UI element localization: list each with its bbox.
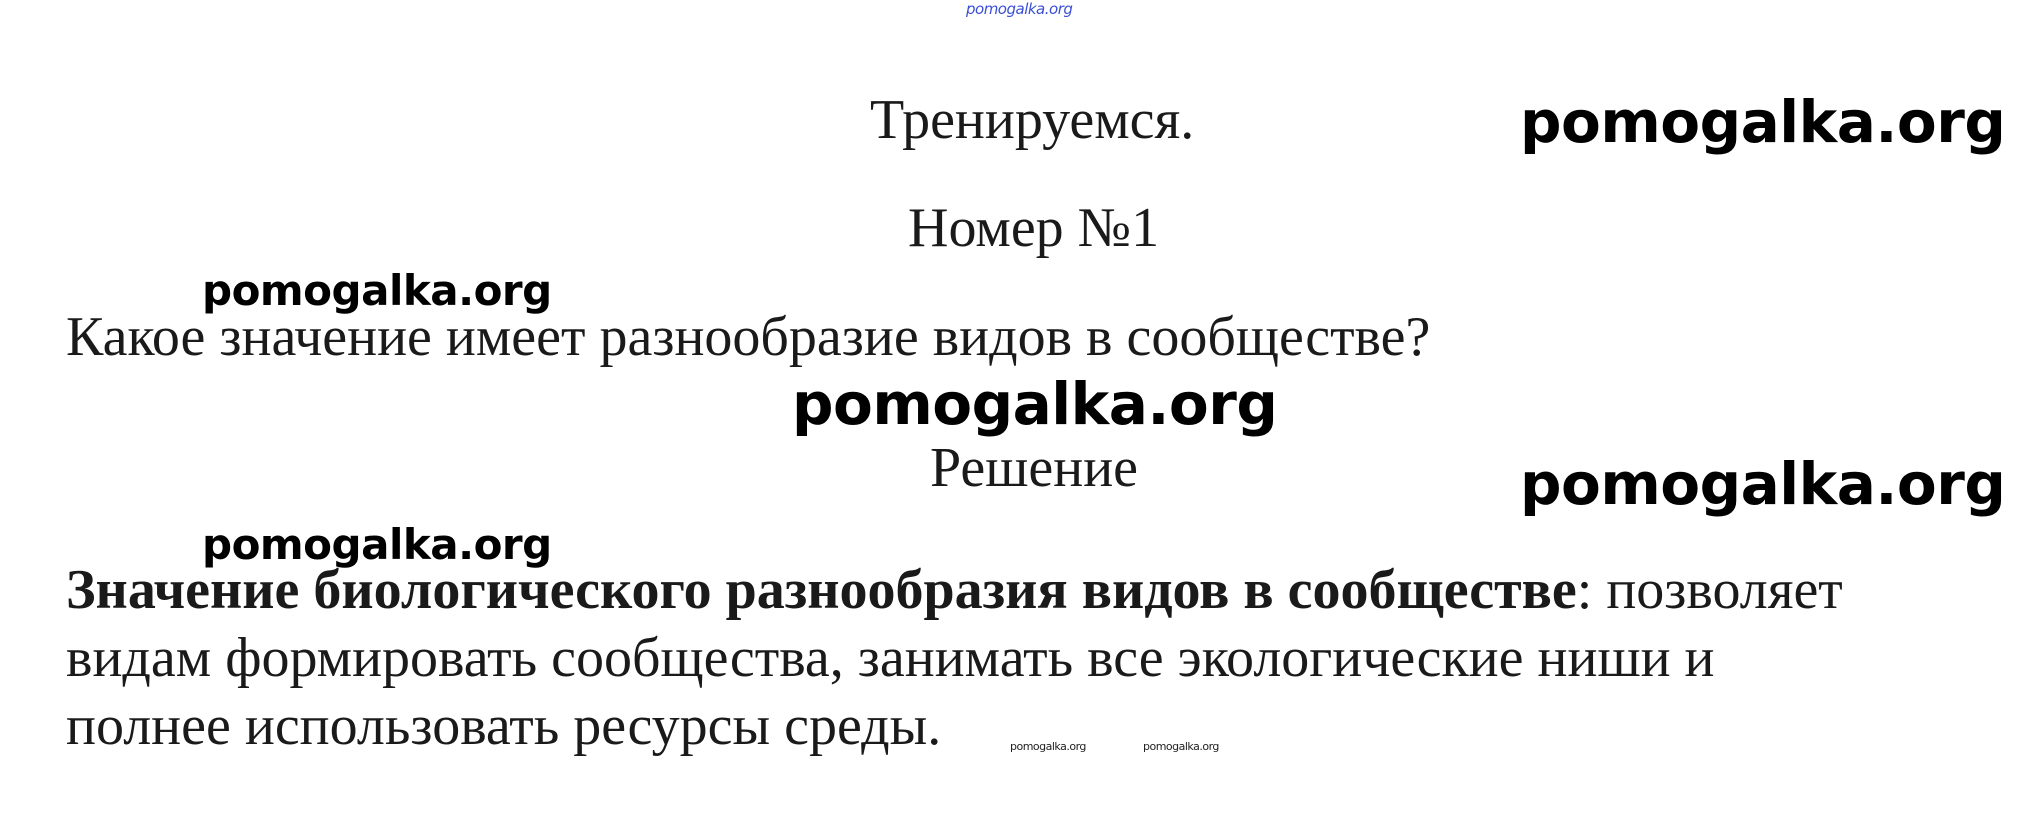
watermark-tiny-1: pomogalka.org bbox=[1010, 740, 1086, 753]
watermark-left-2: pomogalka.org bbox=[202, 520, 552, 569]
watermark-center: pomogalka.org bbox=[792, 370, 1278, 438]
watermark-left-1: pomogalka.org bbox=[202, 266, 552, 315]
solution-label: Решение bbox=[930, 437, 1139, 499]
answer-line-1-rest: : позволяет bbox=[1576, 559, 1843, 621]
question-text: Какое значение имеет разнообразие видов в сообществе? bbox=[66, 306, 1431, 368]
answer-line-3: полнее использовать ресурсы среды. bbox=[66, 695, 942, 757]
watermark-top: pomogalka.org bbox=[966, 0, 1073, 18]
watermark-tiny-2: pomogalka.org bbox=[1143, 740, 1219, 753]
exercise-number: Номер №1 bbox=[908, 197, 1160, 259]
answer-line-2: видам формировать сообщества, занимать все экологические ниши и bbox=[66, 627, 1715, 689]
answer-bold-term: Значение биологического разнообразия видов в сообществе bbox=[66, 559, 1577, 621]
answer-line-1 bbox=[66, 556, 1843, 624]
watermark-right-top: pomogalka.org bbox=[1520, 88, 2006, 156]
section-title: Тренируемся. bbox=[870, 89, 1195, 151]
watermark-right-mid: pomogalka.org bbox=[1520, 450, 2006, 518]
